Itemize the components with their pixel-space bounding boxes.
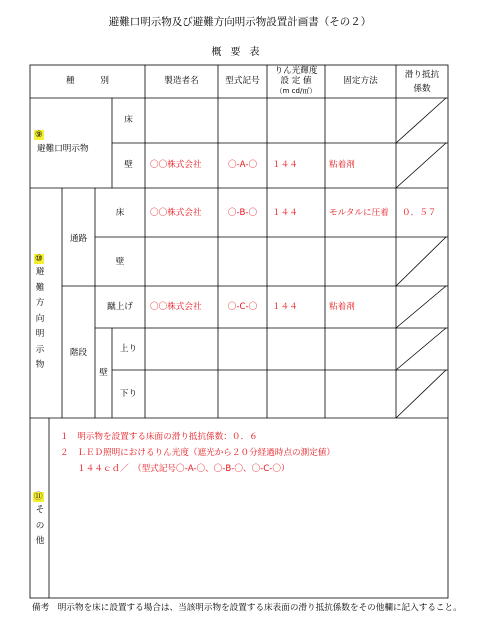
- header-model: 型式記号: [225, 76, 260, 86]
- kerage-luminance: １４４: [272, 302, 298, 312]
- other-number: ⑪: [34, 492, 43, 502]
- other-line-3: １４４ｃｄ／ （型式記号〇-A-〇、〇-B-〇、〇-C-〇）: [60, 464, 290, 474]
- exit-wall-label: 壁: [124, 160, 133, 170]
- exit-wall-model: 〇-A-〇: [227, 160, 258, 170]
- exit-wall-luminance: １４４: [272, 160, 298, 170]
- passage-label: 通路: [69, 234, 88, 244]
- kerage-fix: 粘着剤: [329, 302, 355, 312]
- exit-wall-fix: 粘着剤: [329, 160, 355, 170]
- table-title: 概要表: [211, 47, 269, 58]
- stair-down-label: 下り: [119, 389, 138, 399]
- header-fix-method: 固定方法: [343, 76, 378, 86]
- kerage-maker: 〇〇株式会社: [150, 302, 202, 312]
- stairs-label: 階段: [69, 348, 88, 358]
- document-title: 避難口明示物及び避難方向明示物設置計画書（その２）: [108, 16, 372, 28]
- kerage-label: 蹴上げ: [107, 302, 133, 312]
- header-maker: 製造者名: [164, 76, 199, 86]
- passage-floor-model: 〇-B-〇: [227, 208, 258, 218]
- header-slip-line2: 係数: [413, 84, 431, 94]
- passage-wall-label: 壁: [115, 257, 125, 267]
- exit-marker-number: ⑨: [35, 130, 43, 140]
- exit-marker-label: 避難口明示物: [37, 144, 89, 154]
- header-luminance-unit: （m cd/㎡）: [275, 87, 317, 95]
- other-label: その他: [35, 505, 45, 546]
- header-slip-line1: 滑り抵抗: [404, 70, 440, 80]
- passage-floor-slip: ０．５７: [402, 208, 437, 218]
- header-luminance-line2: 設 定 値: [280, 76, 312, 86]
- header-luminance-line1: りん光輝度: [274, 66, 318, 76]
- passage-floor-luminance: １４４: [272, 208, 298, 218]
- passage-floor-label: 床: [115, 208, 125, 218]
- direction-marker-number: ⑩: [35, 254, 43, 264]
- exit-wall-maker: 〇〇株式会社: [150, 160, 202, 170]
- kerage-model: 〇-C-〇: [227, 302, 258, 312]
- exit-floor-label: 床: [124, 115, 133, 125]
- passage-floor-maker: 〇〇株式会社: [150, 208, 202, 218]
- note-text: 備考 明示物を床に設置する場合は、当該明示物を設置する床表面の滑り抵抗係数をその他欄に記入すること。: [32, 603, 462, 613]
- direction-marker-label: 避難方向明示物: [35, 267, 45, 370]
- header-category: 種 別: [66, 76, 109, 86]
- other-line-1: １ 明示物を設置する床面の滑り抵抗係数：０．６: [60, 432, 258, 442]
- stair-up-label: 上り: [119, 344, 138, 354]
- passage-floor-fix: モルタルに圧着: [329, 208, 389, 218]
- other-line-2: ２ ＬＥＤ照明におけるりん光度（遮光から２０分経過時点の測定値）: [60, 448, 336, 458]
- stair-wall-label: 壁: [99, 368, 108, 378]
